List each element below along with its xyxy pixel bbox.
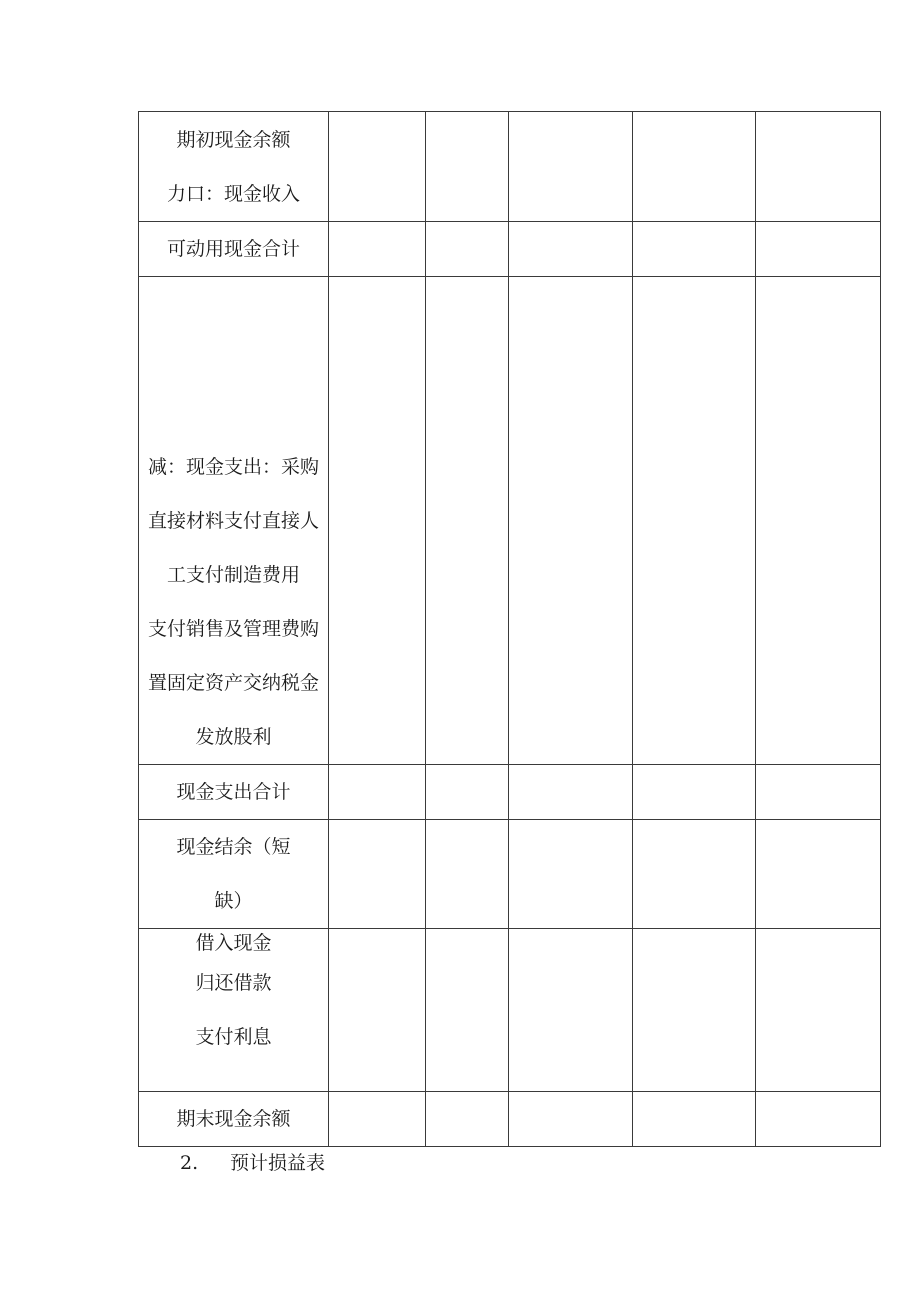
table-cell	[329, 929, 426, 1092]
table-cell	[509, 820, 633, 929]
label-line: 现金支出合计	[176, 781, 291, 803]
table-cell	[633, 277, 756, 765]
table-cell	[329, 1092, 426, 1147]
table-cell	[426, 1092, 509, 1147]
table-cell	[509, 277, 633, 765]
table-cell	[756, 1092, 881, 1147]
label-line: 减：现金支出：采购	[147, 456, 319, 478]
table-cell	[509, 765, 633, 820]
table-cell	[509, 112, 633, 222]
label-line: 缺）	[214, 890, 253, 912]
row-label	[139, 112, 329, 222]
table-cell	[633, 929, 756, 1092]
table-row	[139, 277, 881, 765]
section-title: 预计损益表	[230, 1152, 326, 1174]
table-cell	[633, 820, 756, 929]
label-line: 归还借款	[195, 972, 272, 994]
label-line: 期末现金余额	[176, 1108, 291, 1130]
table-cell	[426, 929, 509, 1092]
table-cell	[756, 277, 881, 765]
table-cell	[426, 112, 509, 222]
table-cell	[756, 222, 881, 277]
table-cell	[329, 112, 426, 222]
table-row	[139, 1092, 881, 1147]
row-label	[139, 277, 329, 765]
table-cell	[633, 765, 756, 820]
label-line: 支付利息	[195, 1026, 272, 1048]
table-cell	[329, 765, 426, 820]
label-line: 力口：现金收入	[166, 183, 300, 205]
table-row	[139, 820, 881, 929]
table-cell	[756, 820, 881, 929]
table-cell	[329, 222, 426, 277]
table-cell	[426, 765, 509, 820]
label-line: 直接材料支付直接人	[147, 510, 319, 532]
table-cell	[633, 222, 756, 277]
table-cell	[633, 1092, 756, 1147]
row-label	[139, 820, 329, 929]
label-line: 借入现金	[195, 932, 272, 954]
label-line: 工支付制造费用	[166, 564, 300, 586]
table-row	[139, 765, 881, 820]
section-number: 2.	[180, 1152, 199, 1174]
table-row	[139, 222, 881, 277]
label-line: 现金结余（短	[176, 836, 291, 858]
row-label	[139, 1092, 329, 1147]
table-row	[139, 112, 881, 222]
table-cell	[633, 112, 756, 222]
table-cell	[756, 112, 881, 222]
table-cell	[426, 222, 509, 277]
table-cell	[426, 277, 509, 765]
row-label	[139, 765, 329, 820]
table-cell	[509, 929, 633, 1092]
cash-budget-table	[138, 111, 881, 1147]
table-cell	[756, 765, 881, 820]
label-line: 置固定资产交纳税金	[147, 672, 319, 694]
table-row	[139, 929, 881, 1092]
table-cell	[509, 222, 633, 277]
label-line: 发放股利	[195, 726, 272, 748]
table-cell	[329, 820, 426, 929]
label-line: 期初现金余额	[176, 129, 291, 151]
row-label	[139, 222, 329, 277]
table-cell	[329, 277, 426, 765]
table-cell	[756, 929, 881, 1092]
section-caption	[180, 1148, 325, 1175]
table-cell	[426, 820, 509, 929]
label-line: 可动用现金合计	[166, 238, 300, 260]
label-line: 支付销售及管理费购	[147, 618, 319, 640]
row-label	[139, 929, 329, 1092]
table-cell	[509, 1092, 633, 1147]
